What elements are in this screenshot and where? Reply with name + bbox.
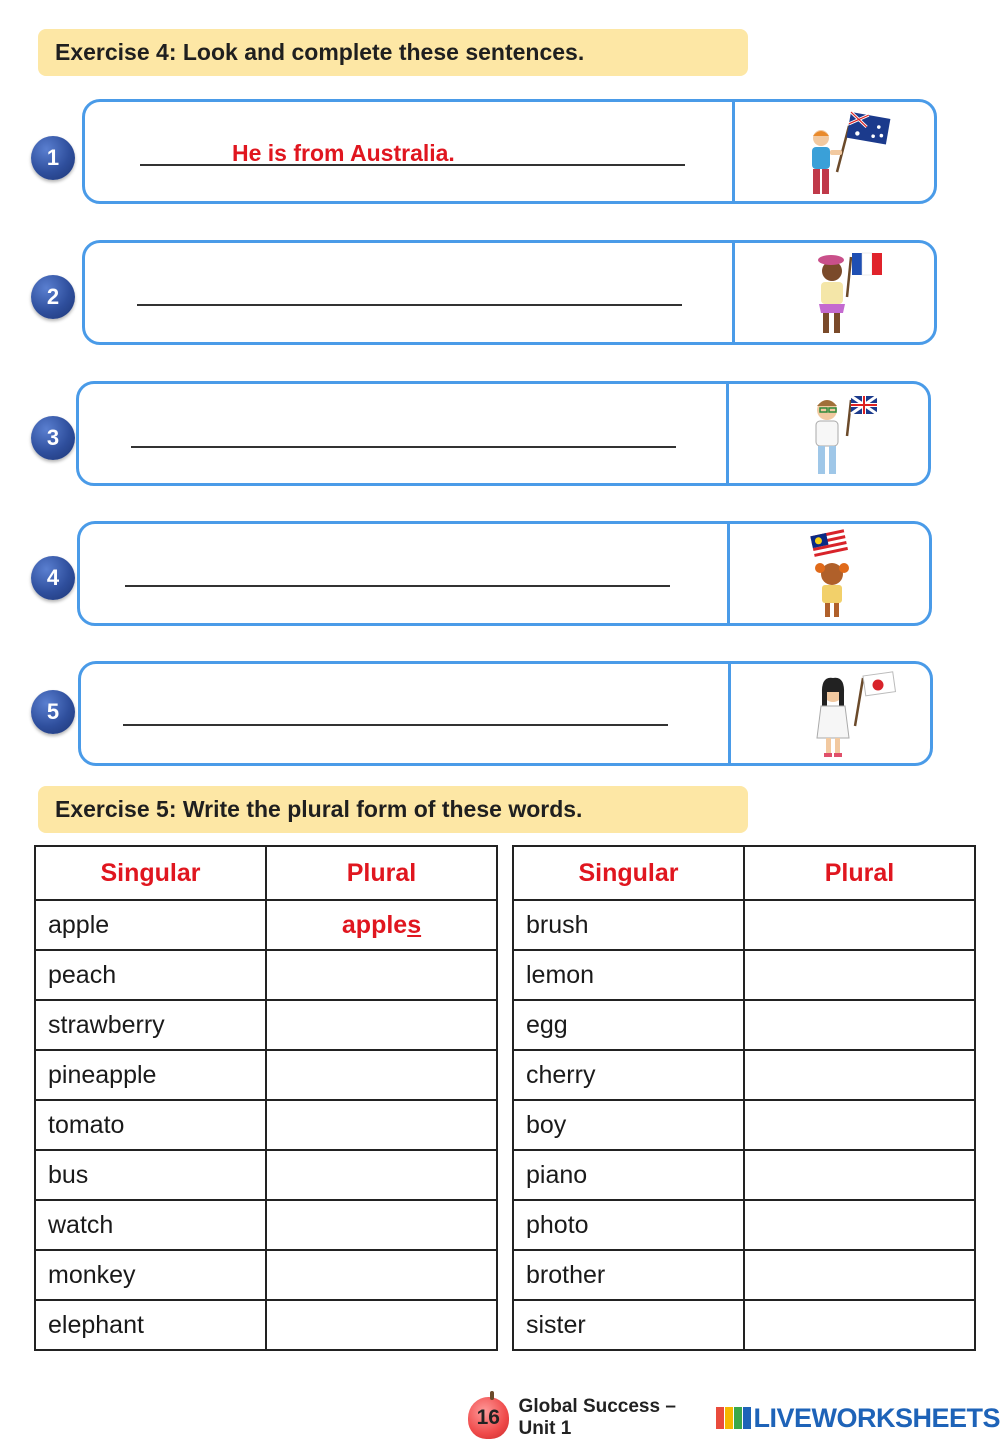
- sentence-card-1: [82, 99, 937, 204]
- singular-word: peach: [35, 950, 266, 1000]
- plural-input[interactable]: [266, 1150, 497, 1200]
- singular-word: egg: [513, 1000, 744, 1050]
- sentence-card-3: [76, 381, 931, 486]
- card-divider: [726, 384, 729, 483]
- table-row: [35, 1100, 497, 1150]
- item-number-3: 3: [31, 416, 75, 460]
- table-row: [35, 1250, 497, 1300]
- table-row: [35, 1150, 497, 1200]
- plural-input[interactable]: [266, 1300, 497, 1350]
- header-singular: Singular: [35, 846, 266, 900]
- table-row: [35, 1050, 497, 1100]
- header-plural: Plural: [744, 846, 975, 900]
- card-divider: [727, 524, 730, 623]
- plural-input[interactable]: [266, 1050, 497, 1100]
- answer-line-3[interactable]: [131, 446, 676, 448]
- table-row: [513, 1300, 975, 1350]
- exercise-5-title: Exercise 5: Write the plural form of these words.: [38, 786, 748, 833]
- exercise-4-title: Exercise 4: Look and complete these sentences.: [38, 29, 748, 76]
- item-number-4: 4: [31, 556, 75, 600]
- plural-input[interactable]: [744, 950, 975, 1000]
- header-plural: Plural: [266, 846, 497, 900]
- brand-name[interactable]: LIVEWORKSHEETS: [753, 1402, 1000, 1433]
- plural-input[interactable]: [266, 1250, 497, 1300]
- card-divider: [732, 102, 735, 201]
- australia-flag-icon: [797, 106, 907, 198]
- singular-word: apple: [35, 900, 266, 950]
- malaysia-flag-icon: [792, 528, 902, 620]
- singular-word: strawberry: [35, 1000, 266, 1050]
- sentence-card-5: [78, 661, 933, 766]
- answer-text-1[interactable]: He is from Australia.: [232, 140, 455, 166]
- singular-word: boy: [513, 1100, 744, 1150]
- singular-word: watch: [35, 1200, 266, 1250]
- singular-word: brother: [513, 1250, 744, 1300]
- answer-line-5[interactable]: [123, 724, 668, 726]
- sentence-card-2: [82, 240, 937, 345]
- table-row: [513, 1150, 975, 1200]
- header-singular: Singular: [513, 846, 744, 900]
- singular-word: piano: [513, 1150, 744, 1200]
- singular-word: sister: [513, 1300, 744, 1350]
- japan-flag-icon: [799, 668, 909, 760]
- plural-input[interactable]: [744, 1050, 975, 1100]
- plural-answer[interactable]: [266, 900, 497, 950]
- item-number-1: 1: [31, 136, 75, 180]
- table-row: [35, 950, 497, 1000]
- table-row: [513, 900, 975, 950]
- singular-word: cherry: [513, 1050, 744, 1100]
- plural-input[interactable]: [744, 1300, 975, 1350]
- uk-flag-icon: [791, 388, 901, 480]
- singular-word: pineapple: [35, 1050, 266, 1100]
- liveworksheets-logo-icon: [716, 1407, 751, 1429]
- plural-input[interactable]: [266, 1100, 497, 1150]
- sentence-card-4: [77, 521, 932, 626]
- series-title: Global Success – Unit 1: [518, 1396, 676, 1439]
- singular-word: lemon: [513, 950, 744, 1000]
- item-number-5: 5: [31, 690, 75, 734]
- plural-input[interactable]: [744, 1150, 975, 1200]
- plural-input[interactable]: [266, 1200, 497, 1250]
- table-row: [513, 1050, 975, 1100]
- page-footer: [468, 1396, 1000, 1440]
- table-row: [513, 1000, 975, 1050]
- singular-word: photo: [513, 1200, 744, 1250]
- singular-word: bus: [35, 1150, 266, 1200]
- card-divider: [732, 243, 735, 342]
- singular-word: brush: [513, 900, 744, 950]
- plural-input[interactable]: [744, 1200, 975, 1250]
- singular-word: elephant: [35, 1300, 266, 1350]
- france-flag-icon: [803, 247, 913, 339]
- plural-input[interactable]: [744, 1100, 975, 1150]
- table-row: [513, 1100, 975, 1150]
- table-row: [35, 1300, 497, 1350]
- plural-input[interactable]: [744, 1000, 975, 1050]
- table-header-row: [35, 846, 497, 900]
- table-row: [35, 1000, 497, 1050]
- table-row: [513, 1250, 975, 1300]
- plural-input[interactable]: [744, 1250, 975, 1300]
- table-row: [35, 900, 497, 950]
- item-number-2: 2: [31, 275, 75, 319]
- table-row: [513, 950, 975, 1000]
- singular-word: tomato: [35, 1100, 266, 1150]
- table-row: [35, 1200, 497, 1250]
- singular-word: monkey: [35, 1250, 266, 1300]
- answer-line-4[interactable]: [125, 585, 670, 587]
- plural-input[interactable]: [266, 1000, 497, 1050]
- card-divider: [728, 664, 731, 763]
- plural-table-right: [512, 845, 976, 1351]
- plural-base: apple: [341, 910, 408, 939]
- table-row: [513, 1200, 975, 1250]
- plural-input[interactable]: [266, 950, 497, 1000]
- table-header-row: [513, 846, 975, 900]
- answer-line-2[interactable]: [137, 304, 682, 306]
- plural-suffix: s: [407, 910, 422, 939]
- page-number: 16: [476, 1406, 500, 1429]
- plural-table-left: [34, 845, 498, 1351]
- plural-input[interactable]: [744, 900, 975, 950]
- apple-page-number-icon: [468, 1397, 509, 1439]
